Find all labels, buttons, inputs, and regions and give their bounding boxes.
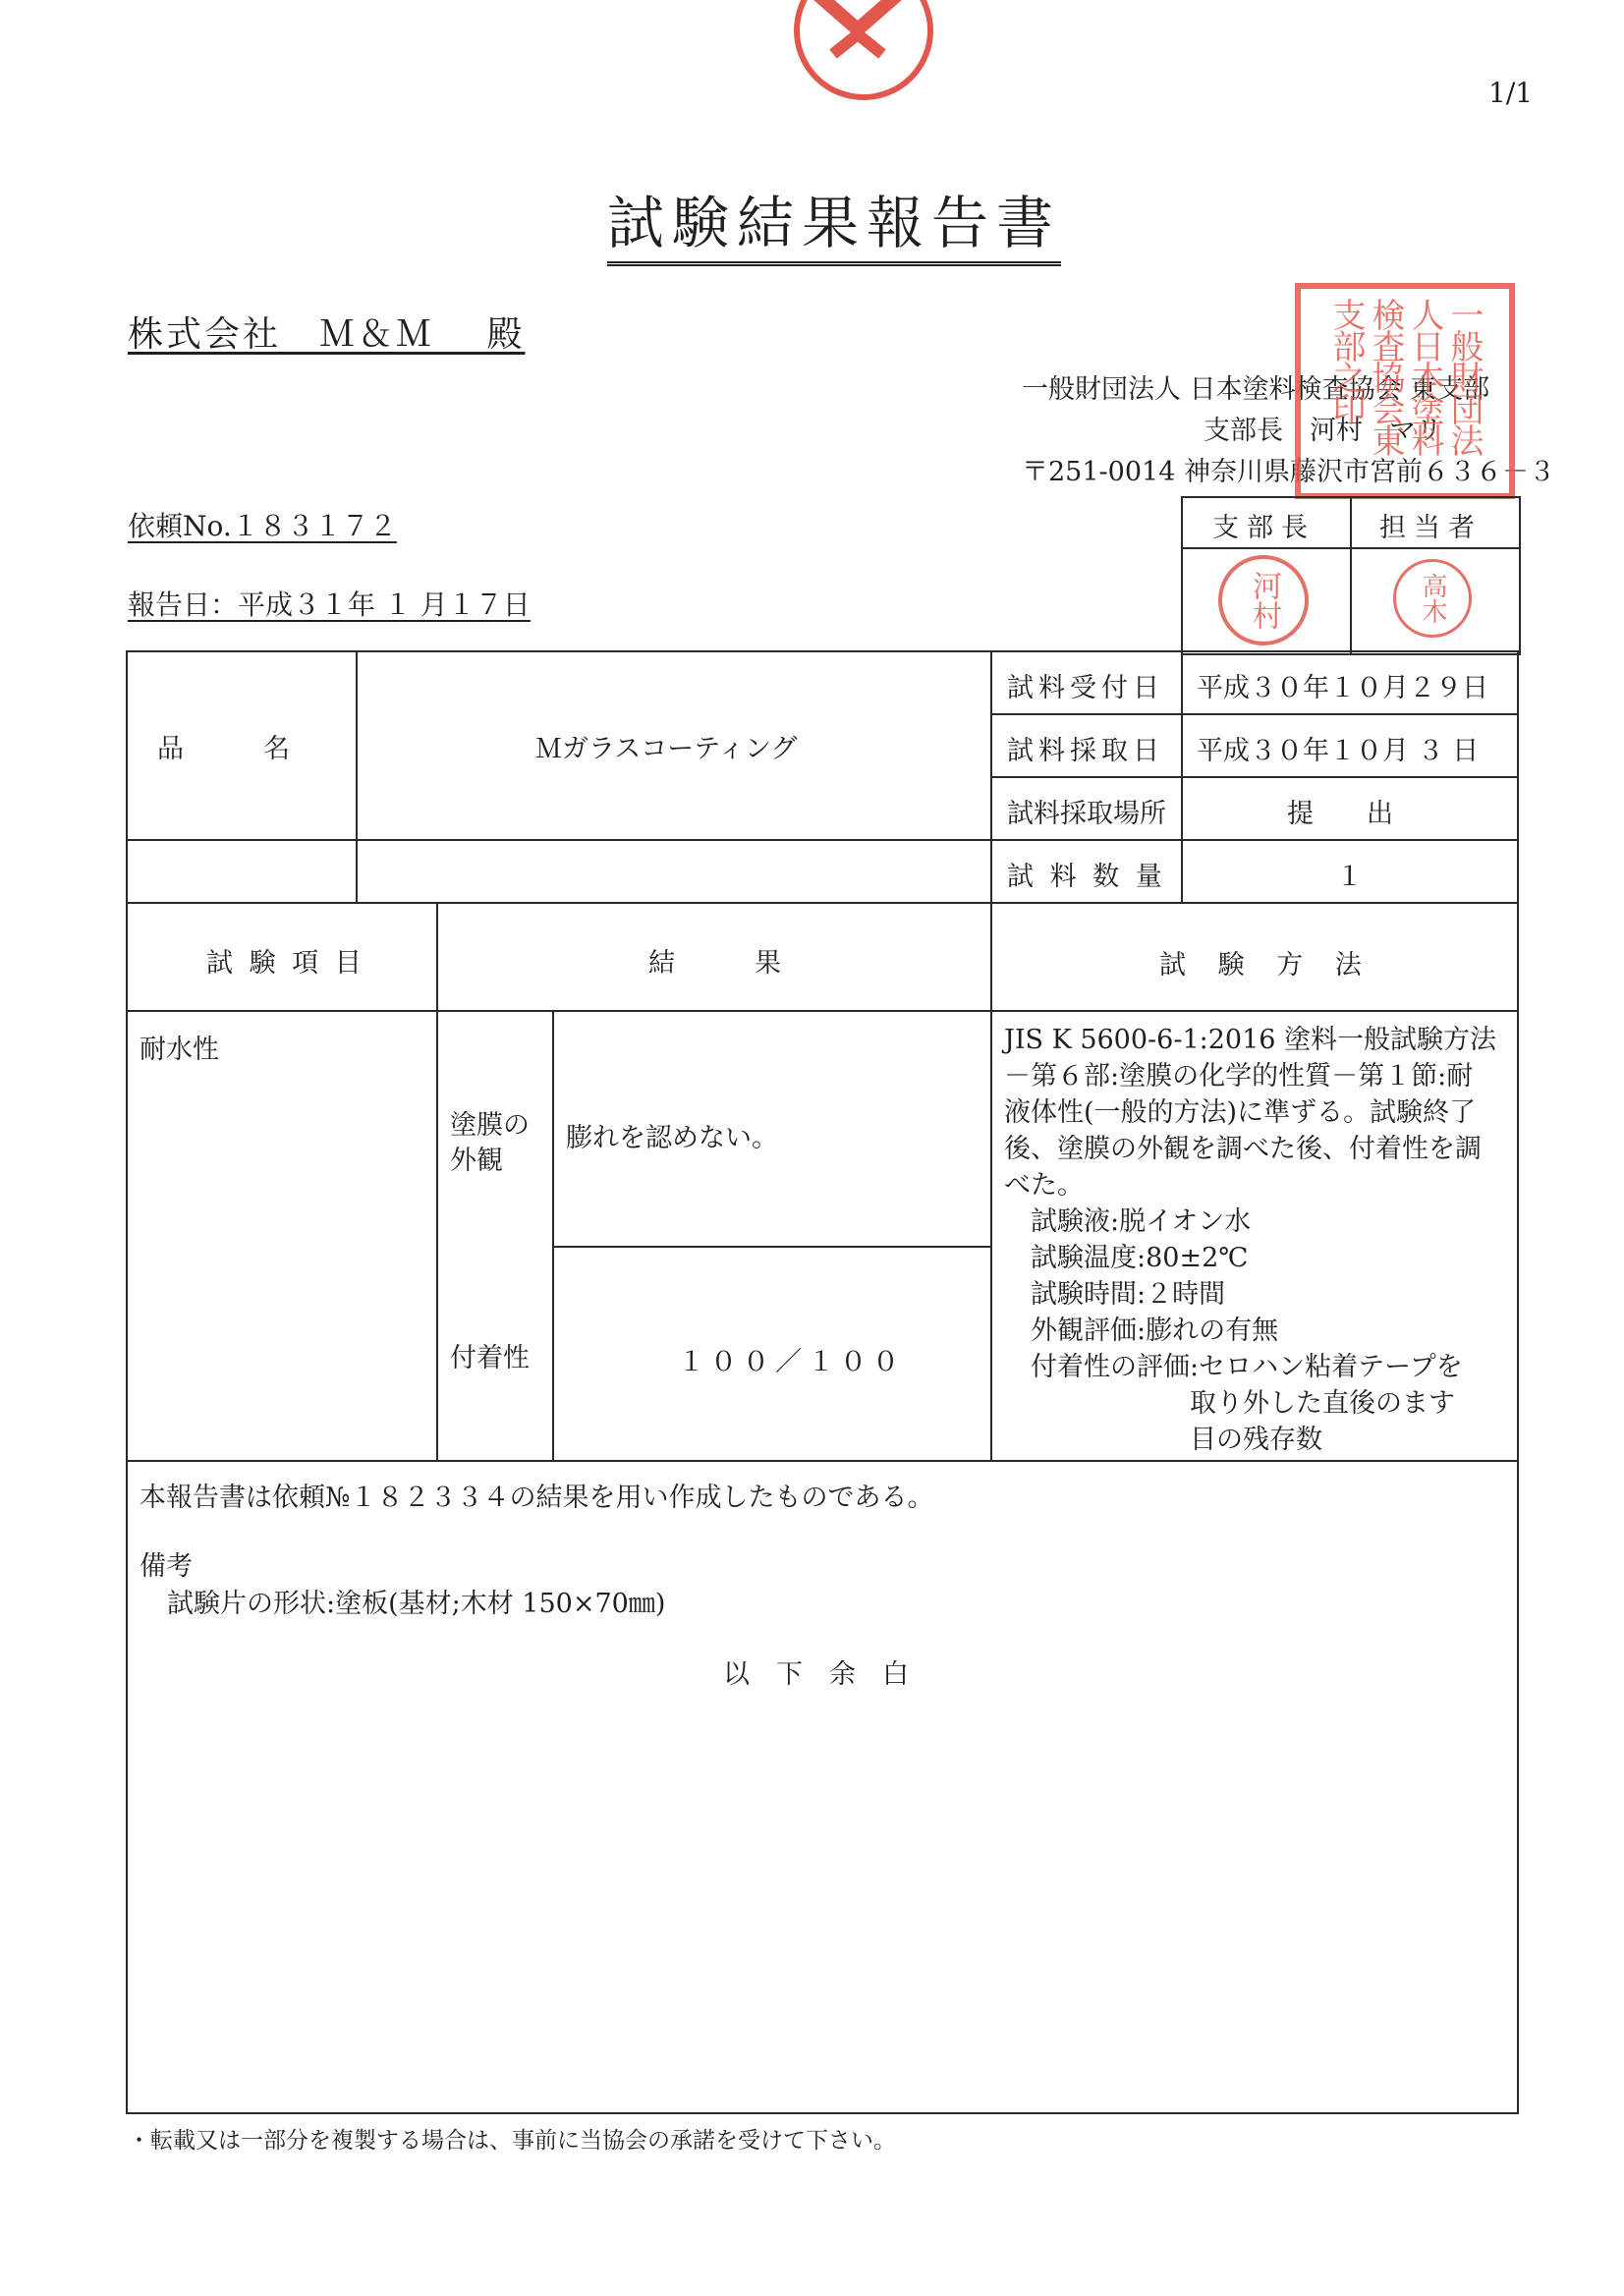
page-title-text: 試験結果報告書 [607,190,1062,256]
remarks-text: 試験片の形状:塗板(基材;木材 150×70㎜) [167,1589,666,1619]
method-line: 試験温度:80±2℃ [1004,1243,1249,1273]
method-line: 取り外した直後のます [1004,1388,1455,1419]
footer-note: ・転載又は一部分を複製する場合は、事前に当協会の承諾を受けて下さい。 [128,2128,896,2154]
method-line: べた。 [1004,1170,1084,1201]
sample-quantity-label: 試 料 数 量 [1007,862,1166,892]
remarks-label: 備考 [140,1551,193,1582]
seal-pattern-icon [794,0,922,88]
collection-date-label: 試料採取日 [1007,736,1164,766]
page-title [607,177,1061,266]
method-line: 試験時間:２時間 [1004,1279,1226,1310]
appearance-result: 膨れを認めない。 [566,1123,778,1153]
request-number: 依頼No.１８３１７２ [128,510,397,542]
collection-date-value: 平成３０年１０月 ３ 日 [1197,736,1480,766]
method-line: －第６部:塗膜の化学的性質－第１節:耐 [1004,1061,1474,1092]
test-item-name: 耐水性 [140,1035,219,1065]
staff-seal-text: 高木 [1418,573,1447,624]
report-date: 報告日：平成３１年 １ 月１７日 [128,588,531,621]
test-method-text [1004,1022,1513,1458]
adhesion-label: 付着性 [450,1343,530,1373]
test-method-header: 試 験 方 法 [1159,950,1373,980]
sample-name-value: Ｍガラスコーティング [535,734,798,764]
sample-quantity-value: １ [1336,862,1363,892]
result-header: 結 果 [648,948,781,979]
test-item-header: 試 験 項 目 [206,948,365,979]
approval-header-staff: 担当者 [1379,513,1483,543]
approval-header-chief: 支部長 [1212,513,1316,543]
adhesion-result: １００／１００ [678,1347,905,1377]
end-of-report: 以 下 余 白 [723,1659,909,1690]
collection-place-value: 提 出 [1287,799,1393,829]
method-line: 付着性の評価:セロハン粘着テープを [1004,1352,1463,1382]
staff-seal [1393,559,1472,638]
issuer-organization: 一般財団法人 日本塗料検査協会 東支部 [1022,374,1490,405]
method-line: 試験液:脱イオン水 [1004,1206,1252,1237]
top-seal [794,0,933,100]
issuer-address: 〒251-0014 神奈川県藤沢市宮前６３６－３ [1022,457,1555,487]
chief-seal [1218,555,1309,645]
page-number: 1/1 [1488,77,1534,109]
collection-place-label: 試料採取場所 [1007,799,1166,829]
sample-name-label: 品 名 [157,734,290,764]
receipt-date-label: 試料受付日 [1007,673,1164,703]
method-line: 液体性(一般的方法)に準ずる。試験終了 [1004,1097,1477,1128]
appearance-label: 塗膜の 外観 [450,1110,530,1176]
recipient: 株式会社 Ｍ＆Ｍ 殿 [128,314,526,355]
organization-seal-text: 一般財団法人日本塗料検査協会東支部之印 [1326,298,1484,455]
approval-box [1181,496,1521,655]
reference-note: 本報告書は依頼№１８２３３４の結果を用い作成したものである。 [140,1483,934,1513]
receipt-date-value: 平成３０年１０月２９日 [1197,673,1488,703]
issuer-position-name: 支部長 河村 マリ [1204,416,1442,446]
method-line: 後、塗膜の外観を調べた後、付着性を調 [1004,1134,1482,1164]
method-line: JIS K 5600-6-1:2016 塗料一般試験方法 [1004,1025,1497,1055]
chief-seal-text: 河村 [1247,571,1281,630]
method-line: 目の残存数 [1004,1425,1322,1455]
method-line: 外観評価:膨れの有無 [1004,1316,1279,1346]
organization-seal [1295,283,1515,499]
